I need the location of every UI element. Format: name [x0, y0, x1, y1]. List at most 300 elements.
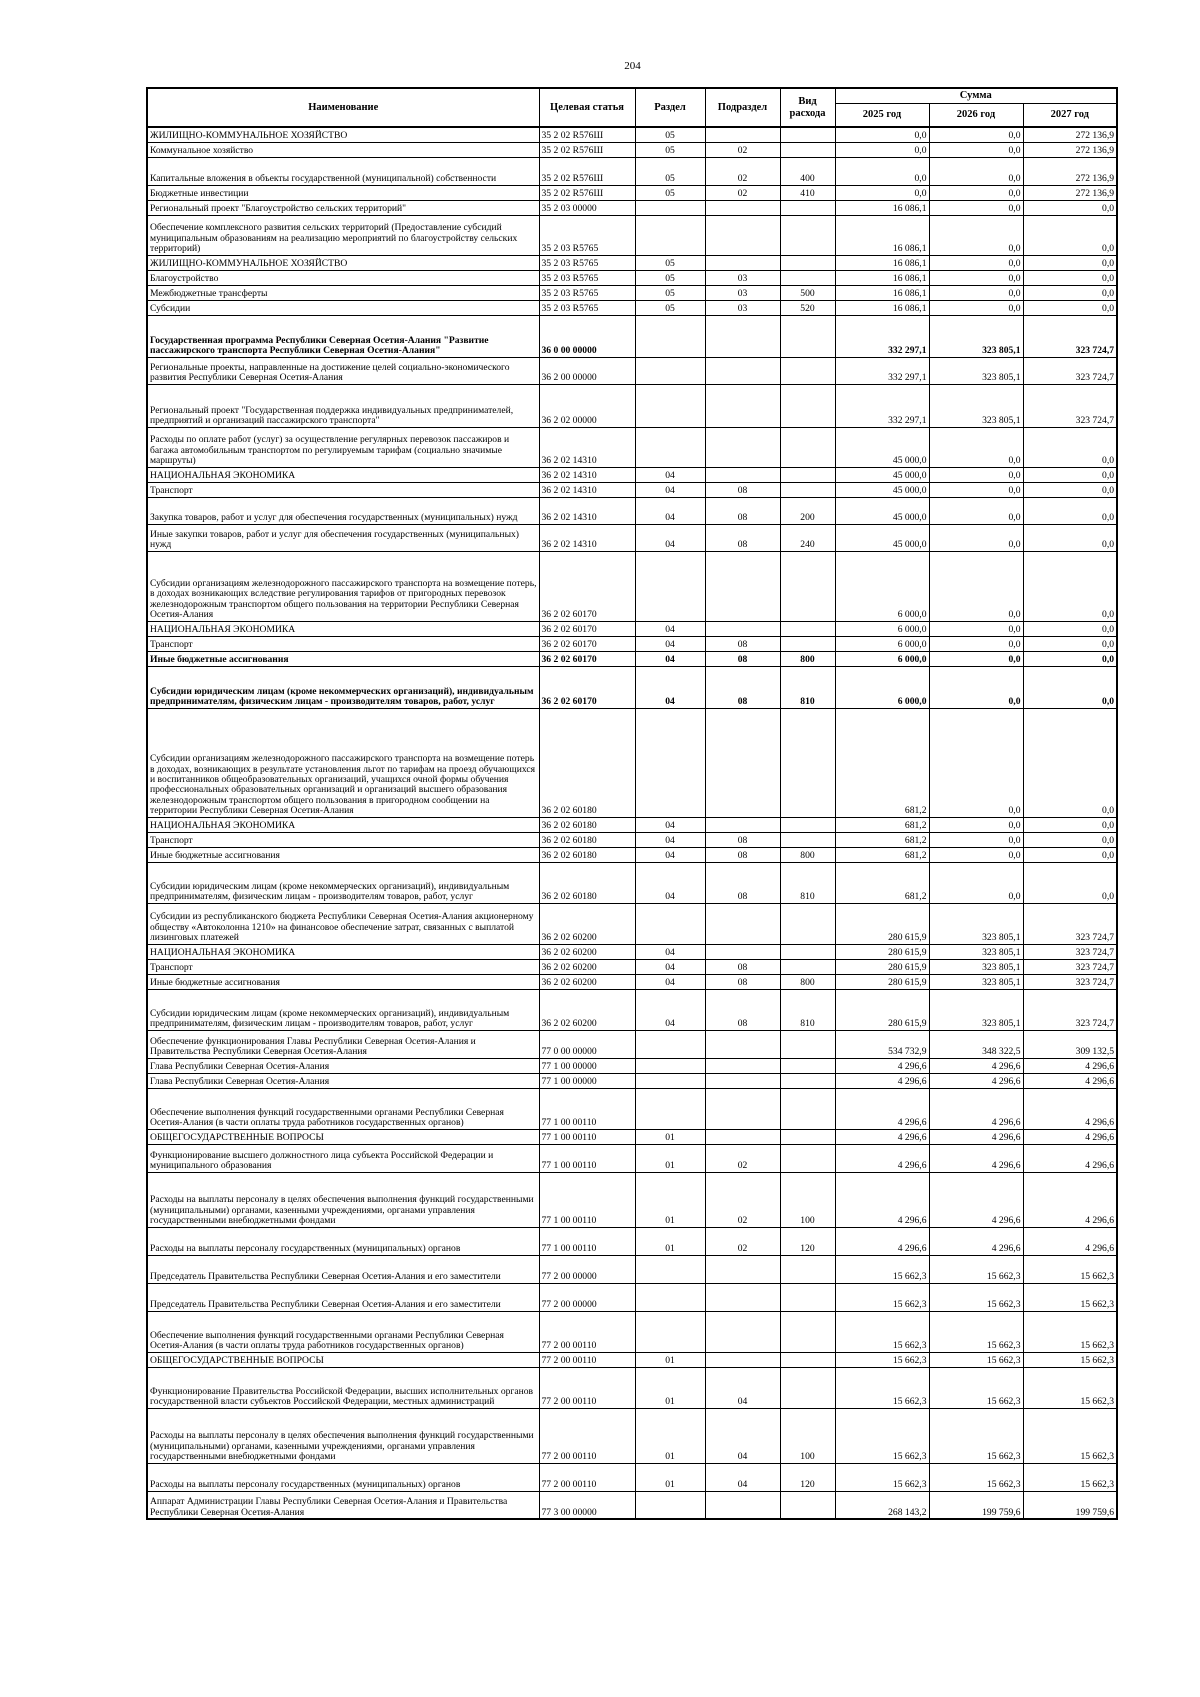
row-subsection [705, 255, 780, 270]
row-sum-2027: 0,0 [1023, 636, 1117, 651]
row-name: Субсидии из республиканского бюджета Республики Северная Осетия-Алания акционерному обществу «Автоколонна 1210» на финансовое обеспечение затрат, связанных с выплатой лизинговых платежей [147, 903, 539, 944]
row-code: 77 1 00 00110 [539, 1227, 635, 1255]
row-sum-2025: 332 297,1 [835, 315, 929, 357]
table-row [147, 862, 1117, 903]
row-name: Функционирование Правительства Российской Федерации, высших исполнительных органов государственной власти субъектов Российской Федерации, местных администраций [147, 1367, 539, 1408]
row-section: 04 [635, 482, 705, 497]
row-type: 240 [780, 524, 835, 551]
row-sum-2026: 323 805,1 [929, 989, 1023, 1030]
row-name: ОБЩЕГОСУДАРСТВЕННЫЕ ВОПРОСЫ [147, 1129, 539, 1144]
table-row [147, 1227, 1117, 1255]
row-sum-2026: 0,0 [929, 300, 1023, 315]
row-code: 77 3 00 00000 [539, 1491, 635, 1519]
row-section: 05 [635, 255, 705, 270]
row-sum-2026: 0,0 [929, 142, 1023, 157]
table-row [147, 467, 1117, 482]
row-subsection [705, 1088, 780, 1129]
row-code: 77 2 00 00000 [539, 1255, 635, 1283]
table-row [147, 636, 1117, 651]
table-row [147, 666, 1117, 708]
row-sum-2025: 15 662,3 [835, 1408, 929, 1463]
row-sum-2027: 323 724,7 [1023, 384, 1117, 427]
row-sum-2027: 0,0 [1023, 862, 1117, 903]
row-sum-2025: 15 662,3 [835, 1255, 929, 1283]
table-row [147, 944, 1117, 959]
header-sum: Сумма [835, 88, 1117, 104]
row-sum-2027: 323 724,7 [1023, 315, 1117, 357]
row-subsection [705, 200, 780, 215]
row-type [780, 959, 835, 974]
row-subsection [705, 357, 780, 384]
row-sum-2025: 681,2 [835, 817, 929, 832]
row-sum-2027: 323 724,7 [1023, 357, 1117, 384]
row-sum-2027: 0,0 [1023, 482, 1117, 497]
row-sum-2026: 323 805,1 [929, 959, 1023, 974]
table-row [147, 1129, 1117, 1144]
header-code: Целевая статья [539, 88, 635, 127]
row-sum-2027: 0,0 [1023, 524, 1117, 551]
row-sum-2025: 4 296,6 [835, 1129, 929, 1144]
row-subsection [705, 1129, 780, 1144]
row-sum-2027: 15 662,3 [1023, 1283, 1117, 1311]
row-code: 77 1 00 00110 [539, 1172, 635, 1227]
row-subsection: 02 [705, 185, 780, 200]
row-sum-2025: 280 615,9 [835, 974, 929, 989]
row-subsection: 03 [705, 270, 780, 285]
row-sum-2027: 0,0 [1023, 215, 1117, 255]
row-section: 01 [635, 1367, 705, 1408]
row-sum-2026: 15 662,3 [929, 1367, 1023, 1408]
table-row [147, 127, 1117, 142]
row-subsection: 04 [705, 1367, 780, 1408]
row-name: НАЦИОНАЛЬНАЯ ЭКОНОМИКА [147, 944, 539, 959]
row-section: 04 [635, 651, 705, 666]
row-sum-2025: 268 143,2 [835, 1491, 929, 1519]
row-code: 36 2 02 60200 [539, 944, 635, 959]
row-name: Региональный проект "Благоустройство сельских территорий" [147, 200, 539, 215]
row-section: 04 [635, 989, 705, 1030]
row-type [780, 270, 835, 285]
row-subsection: 08 [705, 524, 780, 551]
row-sum-2026: 0,0 [929, 636, 1023, 651]
row-sum-2025: 16 086,1 [835, 255, 929, 270]
row-subsection [705, 1283, 780, 1311]
row-type [780, 1352, 835, 1367]
row-code: 35 2 03 R5765 [539, 215, 635, 255]
row-sum-2027: 15 662,3 [1023, 1408, 1117, 1463]
row-sum-2027: 15 662,3 [1023, 1463, 1117, 1491]
row-type [780, 427, 835, 467]
row-sum-2026: 0,0 [929, 200, 1023, 215]
row-name: Субсидии юридическим лицам (кроме некоммерческих организаций), индивидуальным предпринимателям, физическим лицам - производителям товаров, работ, услуг [147, 989, 539, 1030]
row-subsection [705, 127, 780, 142]
row-type [780, 1129, 835, 1144]
row-code: 36 2 02 60200 [539, 974, 635, 989]
table-row [147, 989, 1117, 1030]
row-section: 04 [635, 959, 705, 974]
row-sum-2025: 15 662,3 [835, 1283, 929, 1311]
row-code: 36 2 02 60170 [539, 636, 635, 651]
row-sum-2026: 15 662,3 [929, 1311, 1023, 1352]
row-sum-2026: 15 662,3 [929, 1463, 1023, 1491]
row-type: 810 [780, 862, 835, 903]
row-section [635, 315, 705, 357]
row-section: 04 [635, 666, 705, 708]
table-row [147, 1255, 1117, 1283]
table-row [147, 315, 1117, 357]
table-row [147, 215, 1117, 255]
row-type [780, 357, 835, 384]
row-type: 500 [780, 285, 835, 300]
row-code: 36 2 02 60170 [539, 551, 635, 621]
row-type [780, 1367, 835, 1408]
row-subsection [705, 551, 780, 621]
row-subsection: 08 [705, 989, 780, 1030]
row-name: НАЦИОНАЛЬНАЯ ЭКОНОМИКА [147, 817, 539, 832]
row-section [635, 215, 705, 255]
row-type: 120 [780, 1463, 835, 1491]
row-sum-2027: 323 724,7 [1023, 974, 1117, 989]
row-type: 800 [780, 847, 835, 862]
table-row [147, 817, 1117, 832]
table-row [147, 959, 1117, 974]
row-name: Председатель Правительства Республики Северная Осетия-Алания и его заместители [147, 1283, 539, 1311]
row-name: Обеспечение выполнения функций государственными органами Республики Северная Осетия-Алания (в части оплаты труда работников государственных органов) [147, 1088, 539, 1129]
row-sum-2026: 0,0 [929, 467, 1023, 482]
table-row [147, 482, 1117, 497]
row-name: Благоустройство [147, 270, 539, 285]
row-sum-2025: 45 000,0 [835, 497, 929, 524]
row-code: 77 1 00 00000 [539, 1058, 635, 1073]
row-subsection [705, 315, 780, 357]
row-sum-2026: 4 296,6 [929, 1172, 1023, 1227]
row-name: НАЦИОНАЛЬНАЯ ЭКОНОМИКА [147, 621, 539, 636]
row-subsection: 02 [705, 1144, 780, 1172]
row-sum-2027: 0,0 [1023, 832, 1117, 847]
row-sum-2026: 4 296,6 [929, 1227, 1023, 1255]
row-type [780, 482, 835, 497]
row-sum-2026: 15 662,3 [929, 1255, 1023, 1283]
row-type [780, 551, 835, 621]
row-code: 35 2 03 R5765 [539, 300, 635, 315]
row-sum-2026: 199 759,6 [929, 1491, 1023, 1519]
row-section: 04 [635, 817, 705, 832]
table-row [147, 1367, 1117, 1408]
row-section [635, 1030, 705, 1058]
row-section [635, 1255, 705, 1283]
row-name: Функционирование высшего должностного лица субъекта Российской Федерации и муниципального образования [147, 1144, 539, 1172]
row-sum-2027: 4 296,6 [1023, 1058, 1117, 1073]
row-subsection: 08 [705, 862, 780, 903]
header-subsection: Подраздел [705, 88, 780, 127]
row-sum-2026: 0,0 [929, 127, 1023, 142]
row-sum-2026: 0,0 [929, 255, 1023, 270]
row-sum-2025: 4 296,6 [835, 1172, 929, 1227]
row-sum-2026: 0,0 [929, 832, 1023, 847]
row-sum-2027: 0,0 [1023, 427, 1117, 467]
row-sum-2027: 0,0 [1023, 467, 1117, 482]
row-code: 36 2 02 14310 [539, 482, 635, 497]
row-subsection: 03 [705, 300, 780, 315]
row-section: 01 [635, 1352, 705, 1367]
row-sum-2027: 0,0 [1023, 285, 1117, 300]
row-sum-2026: 4 296,6 [929, 1073, 1023, 1088]
row-subsection: 08 [705, 832, 780, 847]
row-sum-2025: 4 296,6 [835, 1144, 929, 1172]
row-sum-2026: 0,0 [929, 708, 1023, 817]
row-sum-2026: 323 805,1 [929, 974, 1023, 989]
table-row [147, 157, 1117, 185]
row-subsection: 04 [705, 1463, 780, 1491]
row-sum-2027: 272 136,9 [1023, 157, 1117, 185]
row-sum-2026: 348 322,5 [929, 1030, 1023, 1058]
row-name: Расходы по оплате работ (услуг) за осуществление регулярных перевозок пассажиров и багажа автомобильным транспортом по регулируемым тарифам (социально значимые маршруты) [147, 427, 539, 467]
row-type [780, 1030, 835, 1058]
row-sum-2026: 0,0 [929, 847, 1023, 862]
row-subsection [705, 1352, 780, 1367]
row-sum-2026: 4 296,6 [929, 1144, 1023, 1172]
row-name: ЖИЛИЩНО-КОММУНАЛЬНОЕ ХОЗЯЙСТВО [147, 255, 539, 270]
row-type [780, 708, 835, 817]
row-section [635, 551, 705, 621]
row-sum-2027: 15 662,3 [1023, 1311, 1117, 1352]
row-code: 36 2 00 00000 [539, 357, 635, 384]
row-code: 77 2 00 00000 [539, 1283, 635, 1311]
row-name: Расходы на выплаты персоналу в целях обеспечения выполнения функций государственными (муниципальными) органами, казенными учреждениями, органами управления государственными внебюджетными фондами [147, 1408, 539, 1463]
row-type [780, 817, 835, 832]
row-sum-2025: 16 086,1 [835, 215, 929, 255]
row-subsection [705, 903, 780, 944]
row-type: 400 [780, 157, 835, 185]
row-section: 04 [635, 497, 705, 524]
row-sum-2025: 0,0 [835, 185, 929, 200]
row-section: 04 [635, 944, 705, 959]
row-type [780, 255, 835, 270]
row-sum-2027: 4 296,6 [1023, 1129, 1117, 1144]
row-section: 04 [635, 636, 705, 651]
row-subsection: 08 [705, 959, 780, 974]
row-type [780, 1088, 835, 1129]
row-code: 77 1 00 00110 [539, 1088, 635, 1129]
row-sum-2027: 0,0 [1023, 847, 1117, 862]
row-type: 810 [780, 666, 835, 708]
table-row [147, 1352, 1117, 1367]
row-sum-2025: 681,2 [835, 862, 929, 903]
row-sum-2027: 309 132,5 [1023, 1030, 1117, 1058]
row-sum-2025: 15 662,3 [835, 1311, 929, 1352]
row-sum-2025: 4 296,6 [835, 1227, 929, 1255]
row-sum-2025: 45 000,0 [835, 482, 929, 497]
row-sum-2025: 6 000,0 [835, 621, 929, 636]
row-sum-2025: 45 000,0 [835, 524, 929, 551]
table-row [147, 142, 1117, 157]
row-section: 04 [635, 974, 705, 989]
row-sum-2027: 0,0 [1023, 255, 1117, 270]
table-row [147, 1463, 1117, 1491]
row-name: Субсидии юридическим лицам (кроме некоммерческих организаций), индивидуальным предпринимателям, физическим лицам - производителям товаров, работ, услуг [147, 666, 539, 708]
row-code: 36 2 02 60180 [539, 847, 635, 862]
row-sum-2027: 0,0 [1023, 666, 1117, 708]
row-sum-2025: 6 000,0 [835, 636, 929, 651]
row-sum-2025: 15 662,3 [835, 1352, 929, 1367]
row-code: 36 2 02 60180 [539, 832, 635, 847]
row-sum-2027: 15 662,3 [1023, 1255, 1117, 1283]
row-subsection [705, 1311, 780, 1352]
row-code: 35 2 02 R576Ш [539, 127, 635, 142]
row-code: 77 2 00 00110 [539, 1463, 635, 1491]
row-sum-2026: 323 805,1 [929, 903, 1023, 944]
row-subsection [705, 1491, 780, 1519]
row-subsection: 08 [705, 666, 780, 708]
row-sum-2026: 0,0 [929, 551, 1023, 621]
row-name: Председатель Правительства Республики Северная Осетия-Алания и его заместители [147, 1255, 539, 1283]
row-sum-2027: 0,0 [1023, 200, 1117, 215]
row-sum-2027: 4 296,6 [1023, 1227, 1117, 1255]
table-row [147, 1311, 1117, 1352]
row-code: 36 2 02 60170 [539, 666, 635, 708]
row-section: 04 [635, 862, 705, 903]
row-section [635, 1283, 705, 1311]
row-sum-2027: 323 724,7 [1023, 989, 1117, 1030]
row-type: 200 [780, 497, 835, 524]
row-sum-2027: 0,0 [1023, 270, 1117, 285]
table-row [147, 1172, 1117, 1227]
row-section: 05 [635, 127, 705, 142]
row-code: 77 2 00 00110 [539, 1352, 635, 1367]
row-sum-2026: 15 662,3 [929, 1408, 1023, 1463]
row-name: Межбюджетные трансферты [147, 285, 539, 300]
row-sum-2025: 681,2 [835, 847, 929, 862]
row-sum-2027: 0,0 [1023, 651, 1117, 666]
row-sum-2025: 0,0 [835, 142, 929, 157]
table-body [147, 127, 1117, 1519]
row-type: 410 [780, 185, 835, 200]
row-section: 01 [635, 1408, 705, 1463]
row-sum-2026: 4 296,6 [929, 1088, 1023, 1129]
row-subsection [705, 467, 780, 482]
row-code: 36 0 00 00000 [539, 315, 635, 357]
row-code: 77 2 00 00110 [539, 1408, 635, 1463]
row-section: 05 [635, 185, 705, 200]
table-row [147, 497, 1117, 524]
row-sum-2027: 0,0 [1023, 497, 1117, 524]
row-sum-2026: 0,0 [929, 862, 1023, 903]
row-type [780, 467, 835, 482]
row-type: 800 [780, 651, 835, 666]
row-name: Глава Республики Северная Осетия-Алания [147, 1058, 539, 1073]
row-sum-2026: 0,0 [929, 666, 1023, 708]
row-name: Транспорт [147, 959, 539, 974]
row-subsection [705, 621, 780, 636]
row-code: 36 2 02 14310 [539, 427, 635, 467]
row-sum-2025: 15 662,3 [835, 1367, 929, 1408]
row-code: 36 2 02 60200 [539, 989, 635, 1030]
row-section [635, 1088, 705, 1129]
row-section [635, 1491, 705, 1519]
budget-table [146, 87, 1118, 1520]
row-subsection: 08 [705, 847, 780, 862]
row-sum-2026: 323 805,1 [929, 944, 1023, 959]
row-name: Иные бюджетные ассигнования [147, 847, 539, 862]
row-sum-2026: 0,0 [929, 621, 1023, 636]
row-subsection: 02 [705, 1227, 780, 1255]
row-sum-2025: 16 086,1 [835, 300, 929, 315]
row-sum-2025: 534 732,9 [835, 1030, 929, 1058]
table-row [147, 708, 1117, 817]
table-row [147, 524, 1117, 551]
row-sum-2027: 4 296,6 [1023, 1088, 1117, 1129]
row-sum-2027: 272 136,9 [1023, 127, 1117, 142]
row-type [780, 1058, 835, 1073]
row-sum-2025: 6 000,0 [835, 651, 929, 666]
row-subsection: 02 [705, 157, 780, 185]
row-section [635, 1058, 705, 1073]
row-name: Иные бюджетные ассигнования [147, 974, 539, 989]
row-name: Закупка товаров, работ и услуг для обеспечения государственных (муниципальных) нужд [147, 497, 539, 524]
table-row [147, 357, 1117, 384]
row-sum-2027: 0,0 [1023, 300, 1117, 315]
row-sum-2026: 0,0 [929, 497, 1023, 524]
row-type [780, 1144, 835, 1172]
row-section: 01 [635, 1172, 705, 1227]
row-type: 810 [780, 989, 835, 1030]
row-section [635, 1311, 705, 1352]
row-sum-2025: 4 296,6 [835, 1088, 929, 1129]
row-name: Глава Республики Северная Осетия-Алания [147, 1073, 539, 1088]
row-sum-2027: 323 724,7 [1023, 959, 1117, 974]
row-subsection: 08 [705, 651, 780, 666]
row-sum-2027: 272 136,9 [1023, 185, 1117, 200]
row-name: Субсидии организациям железнодорожного пассажирского транспорта на возмещение потерь в доходах, возникающих в результате установления льгот по тарифам на проезд обучающихся и воспитанников общеобразовательных организаций, учащихся очной формы обучения профессиональных образовательных организаций и организаций высшего образования железнодорожным транспортом общего пользования в пригородном сообщении на территории Республики Северная Осетия-Алания [147, 708, 539, 817]
row-code: 35 2 03 R5765 [539, 270, 635, 285]
row-subsection: 03 [705, 285, 780, 300]
row-name: Обеспечение функционирования Главы Республики Северная Осетия-Алания и Правительства Республики Северная Осетия-Алания [147, 1030, 539, 1058]
row-sum-2027: 15 662,3 [1023, 1367, 1117, 1408]
row-section: 04 [635, 524, 705, 551]
row-sum-2025: 16 086,1 [835, 285, 929, 300]
row-sum-2026: 0,0 [929, 215, 1023, 255]
row-sum-2025: 6 000,0 [835, 666, 929, 708]
row-sum-2027: 199 759,6 [1023, 1491, 1117, 1519]
row-sum-2025: 15 662,3 [835, 1463, 929, 1491]
row-subsection [705, 1255, 780, 1283]
row-code: 36 2 02 60180 [539, 862, 635, 903]
row-code: 35 2 02 R576Ш [539, 185, 635, 200]
table-row [147, 255, 1117, 270]
row-sum-2027: 272 136,9 [1023, 142, 1117, 157]
row-sum-2025: 0,0 [835, 127, 929, 142]
row-sum-2025: 280 615,9 [835, 959, 929, 974]
header-section: Раздел [635, 88, 705, 127]
header-year-2027: 2027 год [1023, 104, 1117, 128]
row-name: Расходы на выплаты персоналу в целях обеспечения выполнения функций государственными (муниципальными) органами, казенными учреждениями, органами управления государственными внебюджетными фондами [147, 1172, 539, 1227]
header-name: Наименование [147, 88, 539, 127]
row-code: 77 2 00 00110 [539, 1311, 635, 1352]
table-row [147, 1030, 1117, 1058]
row-section [635, 427, 705, 467]
row-name: Аппарат Администрации Главы Республики Северная Осетия-Алания и Правительства Республики Северная Осетия-Алания [147, 1491, 539, 1519]
row-sum-2027: 15 662,3 [1023, 1352, 1117, 1367]
row-code: 35 2 03 R5765 [539, 285, 635, 300]
row-type: 800 [780, 974, 835, 989]
row-section: 04 [635, 832, 705, 847]
row-sum-2027: 4 296,6 [1023, 1172, 1117, 1227]
table-row [147, 551, 1117, 621]
row-code: 36 2 02 60170 [539, 651, 635, 666]
row-name: Региональный проект "Государственная поддержка индивидуальных предпринимателей, предприятий и организаций пассажирского транспорта" [147, 384, 539, 427]
row-name: Капитальные вложения в объекты государственной (муниципальной) собственности [147, 157, 539, 185]
page-number: 204 [624, 60, 641, 72]
